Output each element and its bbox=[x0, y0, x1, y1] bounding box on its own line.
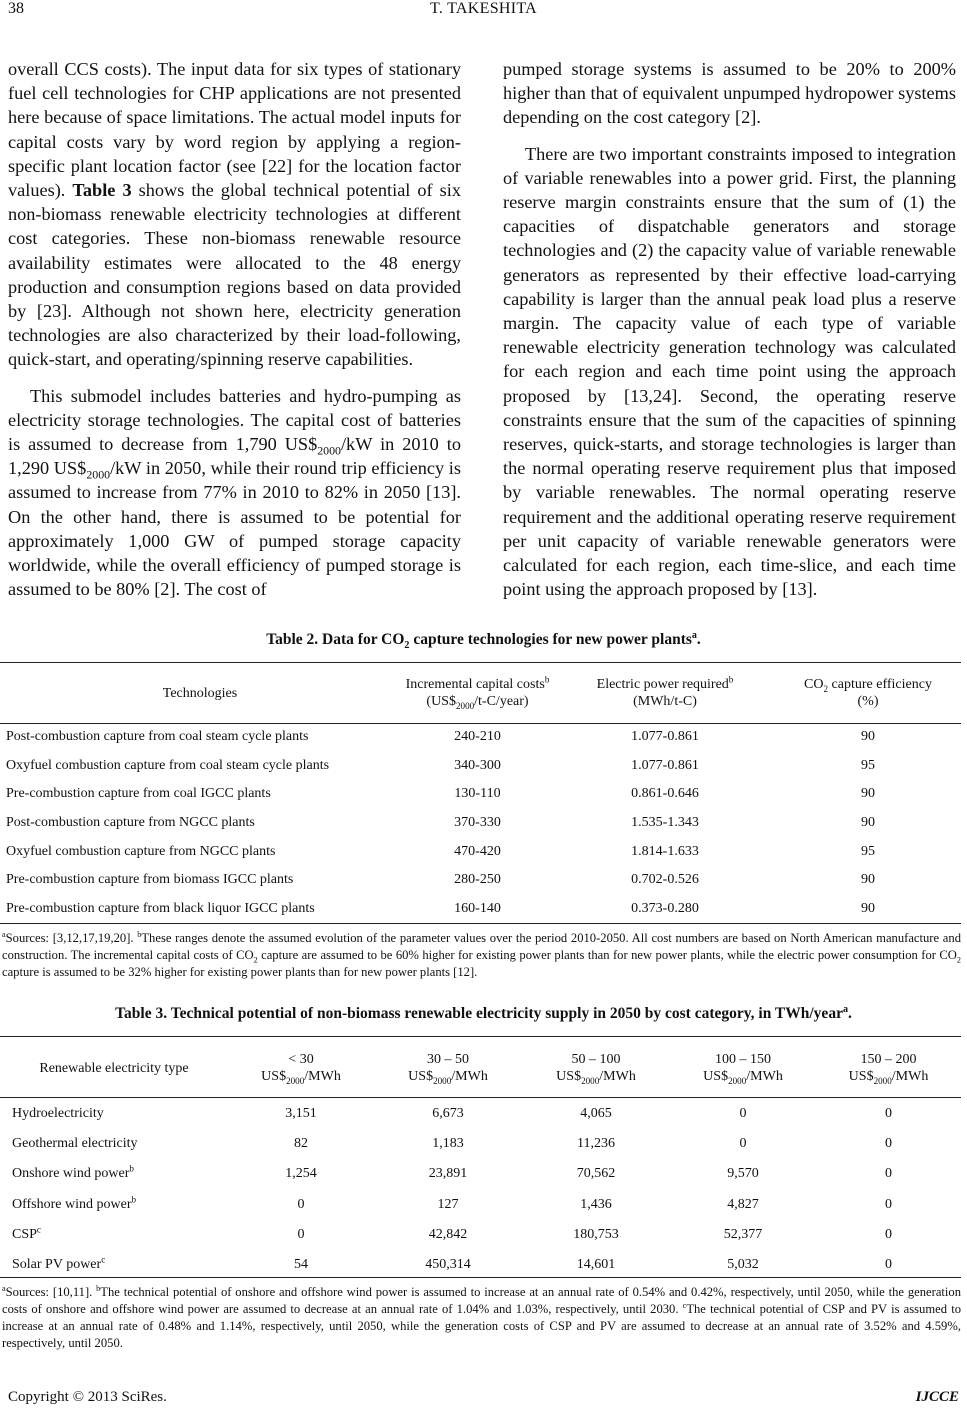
paragraph: pumped storage systems is assumed to be 20% to 200% higher than that of equivalent unpumped hydropower systems depending on the cost category [2]. bbox=[503, 59, 956, 128]
table-cell: 70,562 bbox=[576, 1166, 616, 1182]
table-row bbox=[0, 837, 961, 866]
table-cell: 0 bbox=[885, 1106, 892, 1122]
paragraph: overall CCS costs). The input data for six types of stationary fuel cell technologies for CHP applications are not presented here because of space limitations. The actual model inputs for capital costs vary by word region by applying a region-specific plant location factor (see [22] for the location factor values). Table 3 shows the global technical potential of six non-biomass renewable electricity technologies at different cost categories. These non-biomass renewable resource availability estimates were allocated to the 48 energy production and consumption regions based on data provided by [23]. Although not shown here, electricity generation technologies are also characterized by their load-following, quick-start, and operating/spinning reserve capabilities. bbox=[8, 59, 461, 370]
column-header: 50 – 100 $US\$_{2000}$/MWh bbox=[556, 1052, 636, 1086]
table-cell: 90 bbox=[861, 786, 875, 802]
table-cell: 1.077-0.861 bbox=[631, 757, 699, 773]
table-cell: 0.373-0.280 bbox=[631, 900, 699, 916]
table-cell: 1,254 bbox=[285, 1166, 317, 1182]
table-cell: 0 bbox=[885, 1257, 892, 1273]
row-label: Offshore wind power$^b$ bbox=[12, 1194, 137, 1212]
footer-copyright: Copyright © 2013 SciRes. bbox=[8, 1389, 167, 1405]
table-cell: 0 bbox=[739, 1136, 747, 1152]
table-cell: 1,183 bbox=[432, 1136, 464, 1152]
row-label: Pre-combustion capture from biomass IGCC plants bbox=[6, 872, 294, 888]
table-row bbox=[0, 895, 961, 924]
table-cell: 5,032 bbox=[727, 1257, 759, 1273]
table-cell: 82 bbox=[294, 1136, 308, 1152]
table-cell: 160-140 bbox=[454, 900, 501, 916]
table-cell: 370-330 bbox=[454, 815, 501, 831]
row-label: Solar PV power$^c$ bbox=[12, 1254, 106, 1273]
table-row bbox=[0, 1190, 961, 1220]
table-cell: 0.702-0.526 bbox=[631, 872, 699, 888]
column-header: 150 – 200 $US\$_{2000}$/MWh bbox=[848, 1052, 929, 1086]
row-label: Pre-combustion capture from coal IGCC plants bbox=[6, 786, 271, 802]
table-cell: 90 bbox=[861, 729, 875, 745]
table-cell: 340-300 bbox=[454, 757, 501, 773]
table-row bbox=[0, 809, 961, 838]
table-cell: 6,673 bbox=[432, 1106, 464, 1122]
table-cell: 1.535-1.343 bbox=[631, 815, 699, 831]
table-cell: 1.077-0.861 bbox=[631, 729, 699, 745]
table-cell: 90 bbox=[861, 815, 875, 831]
column-header: 100 – 150 $US\$_{2000}$/MWh bbox=[703, 1052, 783, 1086]
table2-caption: Table 2. Data for $CO_2$ capture technologies for new power plants$^a$. bbox=[266, 629, 701, 652]
table-cell: 11,236 bbox=[577, 1136, 615, 1152]
row-label: CSP$^c$ bbox=[12, 1224, 41, 1242]
table2-bottom-rule bbox=[0, 923, 961, 924]
table-cell: 54 bbox=[294, 1257, 308, 1273]
row-label: Oxyfuel combustion capture from NGCC plants bbox=[6, 843, 276, 859]
table-cell: 180,753 bbox=[573, 1226, 619, 1242]
table-cell: 0 bbox=[739, 1106, 747, 1122]
table-cell: 450,314 bbox=[425, 1257, 471, 1273]
table-row bbox=[0, 780, 961, 809]
table-reference[interactable]: Table 3 bbox=[72, 180, 132, 201]
table3 bbox=[0, 1037, 961, 1280]
table-cell: 0 bbox=[885, 1136, 892, 1152]
table-cell: 95 bbox=[861, 843, 875, 859]
table-cell: 1.814-1.633 bbox=[631, 843, 699, 859]
table3-bottom-rule bbox=[0, 1277, 961, 1278]
table-header-row bbox=[0, 1037, 961, 1099]
table-cell: 0 bbox=[885, 1166, 892, 1182]
column-header: $CO_2$ capture efficiency (%) bbox=[804, 677, 932, 709]
table-cell: 0 bbox=[885, 1196, 892, 1212]
table-header-row bbox=[0, 663, 961, 723]
table-row bbox=[0, 866, 961, 895]
table-cell: 4,065 bbox=[580, 1106, 612, 1122]
table-cell: 4,827 bbox=[727, 1196, 759, 1212]
table-cell: 3,151 bbox=[285, 1106, 317, 1122]
table-cell: 0.861-0.646 bbox=[631, 786, 699, 802]
column-header: < 30 $US\$_{2000}$/MWh bbox=[261, 1052, 341, 1086]
row-label: Onshore wind power$^b$ bbox=[12, 1163, 134, 1182]
row-label: Hydroelectricity bbox=[12, 1106, 104, 1122]
table-cell: 90 bbox=[861, 872, 875, 888]
table-cell: 0 bbox=[885, 1226, 892, 1242]
table-cell: 52,377 bbox=[723, 1226, 763, 1242]
table-cell: 90 bbox=[861, 900, 875, 916]
table3-caption: Table 3. Technical potential of non-biomass renewable electricity supply in 2050 by cost category, in TWh/year$^a$. bbox=[115, 1003, 852, 1022]
table-cell: 23,891 bbox=[428, 1166, 468, 1182]
paragraph: This submodel includes batteries and hydro-pumping as electricity storage technologies. The capital cost of batteries is assumed to decrease from 1,790 $US\$_{2000}/kW$ in 2010 to 1,290 $US\$_{2000}/kW$ in 2050, while their round trip efficiency is assumed to increase from 77% in 2010 to 82% in 2050 [13]. On the other hand, there is assumed to be potential for approximately 1,000 GW of pumped storage capacity worldwide, while the overall efficiency of pumped storage is assumed to be 80% [2]. The cost of bbox=[8, 385, 461, 600]
table-cell: 240-210 bbox=[454, 729, 501, 745]
table-row bbox=[0, 1159, 961, 1189]
table-cell: 130-110 bbox=[454, 786, 501, 802]
page-number: 38 bbox=[8, 0, 24, 17]
column-header: 30 – 50 $US\$_{2000}$/MWh bbox=[408, 1052, 488, 1086]
footer-journal: IJCCE bbox=[915, 1389, 959, 1405]
table-cell: 280-250 bbox=[454, 872, 501, 888]
row-label: Pre-combustion capture from black liquor IGCC plants bbox=[6, 900, 315, 916]
table-row bbox=[0, 723, 961, 752]
left-column bbox=[8, 57, 461, 601]
table-row bbox=[0, 1129, 961, 1159]
table2-footnote: $^a$Sources: [3,12,17,19,20]. $^b$These ranges denote the assumed evolution of the parameter values over the period 2010-2050. All cost numbers are based on North American manufacture and construction. The incremental capital costs of $CO_2$ capture are assumed to be 60% higher for existing power plants than for new power plants, while the electric power consumption for $CO_2$ capture is assumed to be 32% higher for existing power plants than for new power plants [12]. bbox=[2, 929, 961, 979]
column-header: Renewable electricity type bbox=[39, 1060, 189, 1076]
table-cell: 0 bbox=[297, 1226, 305, 1242]
right-column bbox=[503, 57, 956, 601]
table-row bbox=[0, 1250, 961, 1280]
paragraph: There are two important constraints imposed to integration of variable renewables into a power grid. First, the planning reserve margin constraints ensure that the sum of (1) the capacities of dispatchable generators and storage technologies and (2) the capacity value of variable renewable generators as represented by their effective load-carrying capability is larger than the annual peak load plus a reserve margin. The capacity value of each type of variable renewable electricity generation technology was calculated for each region and each time point using the approach proposed by [13,24]. Second, the operating reserve constraints ensure that the sum of the capacities of spinning reserves, quick-starts, and storage technologies is larger than the normal operating reserve requirement plus that imposed by variable renewables. The normal operating reserve requirement and the additional operating reserve requirement per unit capacity of variable renewable generators were calculated for each region, each time-slice, and each time point using the approach proposed by [13]. bbox=[503, 143, 956, 600]
table-cell: 14,601 bbox=[576, 1257, 616, 1273]
column-header: Incremental capital costs$^b$ $(US\$_{2000}/t-C/year)$ bbox=[405, 674, 550, 711]
table3-header-rule bbox=[0, 1097, 961, 1098]
column-header: Technologies bbox=[162, 685, 238, 701]
table-cell: 0 bbox=[297, 1196, 305, 1212]
table2 bbox=[0, 663, 961, 923]
row-label: Post-combustion capture from NGCC plants bbox=[6, 815, 255, 831]
row-label: Geothermal electricity bbox=[12, 1136, 138, 1152]
table-cell: 127 bbox=[437, 1196, 459, 1212]
table-row bbox=[0, 752, 961, 781]
row-label: Post-combustion capture from coal steam cycle plants bbox=[6, 729, 309, 745]
running-header-author: T. TAKESHITA bbox=[429, 0, 538, 17]
table2-header-rule bbox=[0, 723, 961, 724]
row-label: Oxyfuel combustion capture from coal steam cycle plants bbox=[6, 757, 330, 773]
table-cell: 1,436 bbox=[580, 1196, 612, 1212]
table-cell: 9,570 bbox=[727, 1166, 759, 1182]
table-cell: 470-420 bbox=[454, 843, 501, 859]
column-header: Electric power required$^b$ (MWh/t-C) bbox=[596, 674, 734, 709]
table-row bbox=[0, 1220, 961, 1250]
table3-footnote: $^a$Sources: [10,11]. $^b$The technical potential of onshore and offshore wind power is assumed to increase at an annual rate of 0.54% and 0.42%, respectively, until 2050, while the generation costs of onshore and offshore wind power are assumed to decrease at an annual rate of 1.04% and 1.03%, respectively, until 2030. $^c$The technical potential of CSP and PV is assumed to increase at an annual rate of 0.48% and 1.14%, respectively, until 2050, while the generation costs of CSP and PV are assumed to decrease at an annual rate of 3.52% and 4.59%, respectively, until 2050. bbox=[2, 1283, 961, 1350]
table-cell: 42,842 bbox=[428, 1226, 468, 1242]
table-row bbox=[0, 1099, 961, 1129]
table-cell: 95 bbox=[861, 757, 875, 773]
